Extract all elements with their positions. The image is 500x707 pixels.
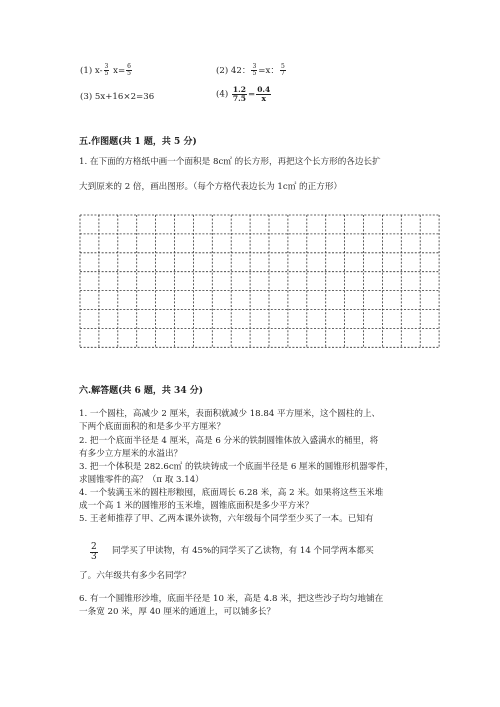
fraction	[251, 64, 257, 77]
denominator: 7	[280, 70, 285, 77]
denominator: x	[261, 93, 266, 103]
equation-3	[80, 92, 154, 102]
equation-number: (1)	[80, 66, 93, 76]
question-text: 5. 王老师推荐了甲、乙两本课外读物，六年级每个同学至少买了一本。已知有	[79, 514, 374, 524]
denominator: 5	[127, 70, 131, 77]
equation-2	[216, 64, 287, 77]
numerator: 3	[252, 63, 257, 70]
equation-number: (4)	[216, 89, 229, 100]
fraction	[89, 543, 99, 562]
equation-text: 5x+16×2=36	[94, 92, 155, 102]
denominator: 5	[104, 70, 109, 77]
question-text: 6. 有一个圆锥形沙堆，底面半径是 10 米，高是 4.8 米，把这些沙子均匀地铺在	[79, 594, 384, 604]
question-text: 下两个底面面积的和是多少平方厘米？	[79, 422, 226, 432]
equation-number: (2)	[216, 66, 229, 76]
question-text: 了。六年级共有多少名同学？	[79, 571, 191, 581]
question-text: 1. 一个圆柱，高减少 2 厘米，表面积就减少 18.84 平方厘米，这个圆柱的上、	[79, 409, 381, 419]
numerator: 2	[91, 542, 97, 552]
fraction	[232, 86, 247, 102]
question-text: 2. 把一个底面半径是 4 厘米，高是 6 分米的铁制圆锥体放入盛满水的桶里，将	[79, 436, 379, 446]
question-text: 成一个高 1 米的圆锥形的玉米堆，圆锥底面积是多少平方米？	[79, 501, 314, 511]
equation-1	[80, 64, 133, 77]
equation-text: x=	[113, 66, 126, 76]
equation-text: =	[247, 89, 256, 100]
numerator: 1.2	[232, 85, 246, 94]
numerator: 3	[104, 63, 109, 70]
equation-number: (3)	[80, 92, 93, 102]
question-text: 1. 在下面的方格纸中画一个面积是 8c㎡ 的长方形，再把这个长方形的各边长扩	[79, 157, 381, 167]
grid-paper	[79, 214, 441, 349]
numerator: 6	[127, 63, 131, 70]
question-text: 大到原来的 2 倍，画出图形。（每个方格代表边长为 1c㎡ 的正方形）	[79, 182, 343, 192]
numerator: 5	[280, 63, 285, 70]
question-text: 有多少立方厘米的水溢出？	[79, 449, 183, 459]
question-text: 3. 把一个体积是 282.6c㎡ 的铁块铸成一个底面半径是 6 厘米的圆锥形机器零件，	[79, 462, 394, 472]
question-text: 4. 一个装满玉米的圆柱形粮囤，底面周长 6.28 米，高 2 米。如果将这些玉米堆	[79, 488, 384, 498]
question-text: 同学买了甲读物，有 45%的同学买了乙读物，有 14 个同学两本都买	[112, 546, 374, 556]
equation-text: =x：	[258, 66, 279, 76]
equation-4	[216, 86, 272, 102]
question-text: 求圆锥零件的高？（π 取 3.14）	[79, 475, 204, 485]
fraction	[280, 64, 286, 77]
denominator: 5	[252, 70, 257, 77]
equation-text: 42：	[230, 66, 251, 76]
section-title: 六.解答题(共 6 题，共 34 分)	[79, 386, 203, 396]
fraction	[126, 64, 132, 77]
fraction	[104, 64, 110, 77]
denominator: 7.5	[232, 93, 246, 103]
fraction	[256, 86, 271, 102]
question-text: 一条宽 20 米，厚 40 厘米的通道上，可以铺多长？	[79, 607, 276, 617]
denominator: 3	[91, 552, 97, 562]
numerator: 0.4	[257, 85, 271, 94]
equation-text: x-	[94, 66, 103, 76]
section-title: 五.作图题(共 1 题，共 5 分)	[79, 137, 197, 147]
